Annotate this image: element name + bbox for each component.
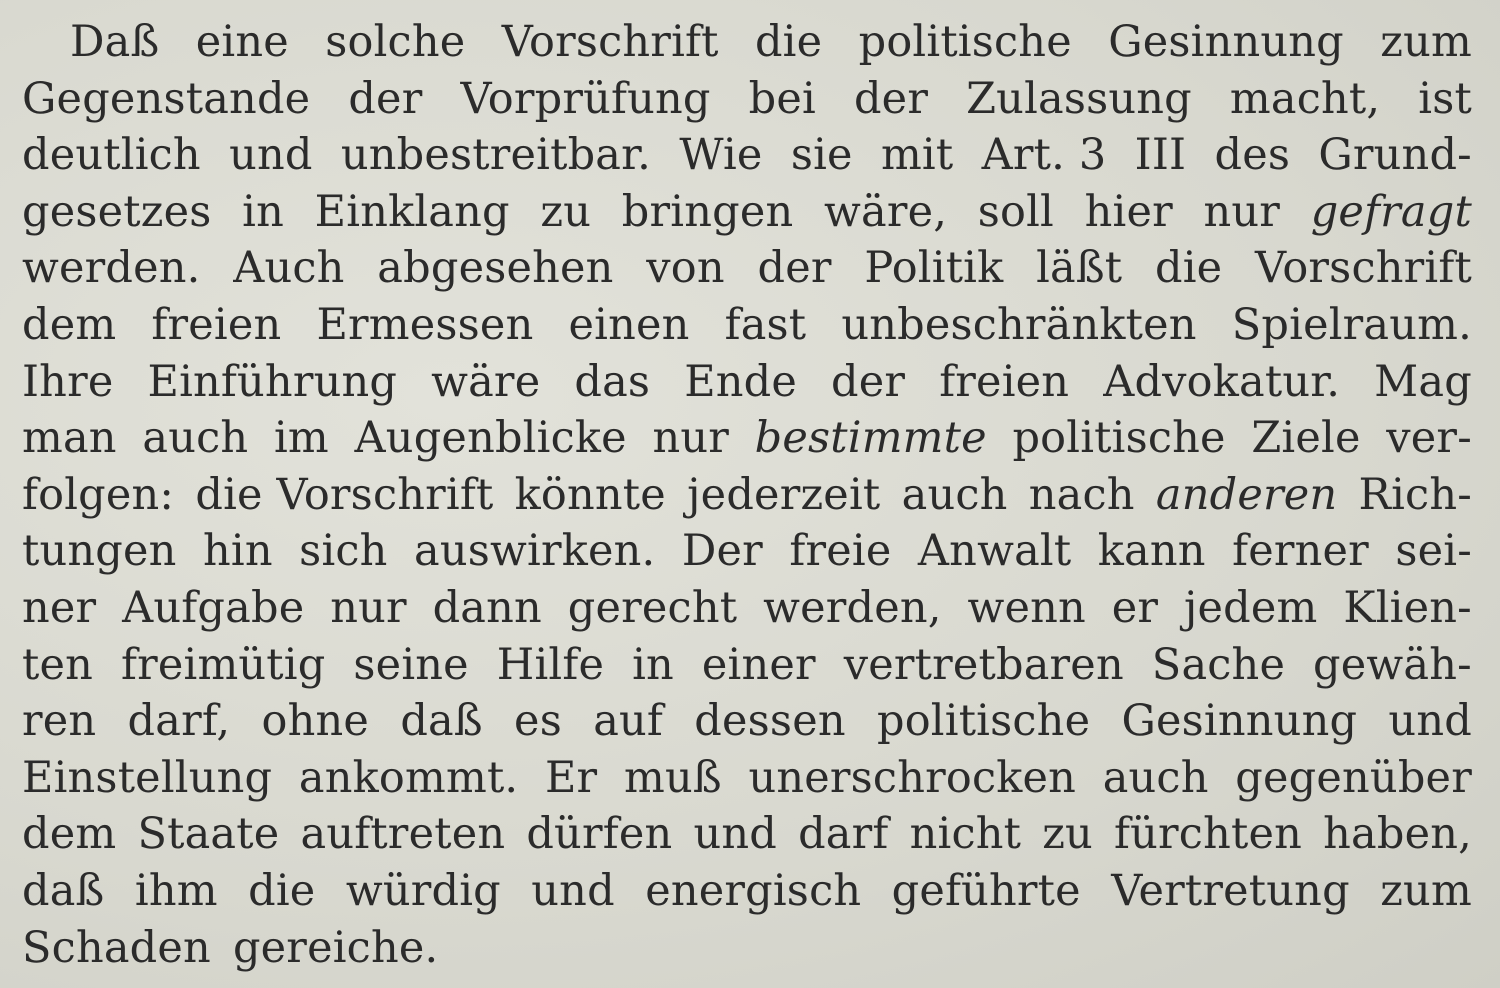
word: gewäh- (1313, 639, 1472, 690)
word: gereiche. (232, 922, 439, 973)
word: sei- (1395, 526, 1472, 577)
word: zum (1380, 17, 1472, 67)
text-line (22, 863, 1472, 920)
text-line (22, 750, 1472, 807)
word: unbestreitbar. (340, 130, 652, 181)
word: zu (1042, 809, 1093, 860)
text-line (22, 14, 1472, 71)
word: die (248, 865, 316, 916)
paragraph (22, 14, 1472, 976)
word: deutlich (22, 130, 201, 181)
word: Der (681, 526, 763, 577)
word: haben, (1323, 809, 1472, 860)
word: der (853, 73, 929, 124)
word: Er (544, 752, 598, 803)
word: Art. 3 (981, 130, 1107, 181)
word: fürchten (1114, 809, 1303, 860)
word: ner (22, 582, 97, 633)
word: läßt (1036, 243, 1123, 294)
word: freie (789, 526, 892, 577)
word: Staate (137, 809, 280, 860)
word: macht, (1229, 73, 1381, 124)
word: bringen (621, 186, 794, 237)
word: Ziele (1251, 413, 1361, 464)
word: wenn (967, 582, 1086, 633)
word: Vertretung (1111, 865, 1350, 916)
word: jedem (1184, 582, 1318, 633)
word: Ende (684, 356, 798, 407)
word: bei (748, 73, 816, 124)
word: folgen: (22, 469, 175, 520)
word: unbeschränkten (841, 299, 1197, 350)
word: Wie (679, 130, 763, 181)
word: nur (1203, 186, 1281, 237)
word: ferner (1232, 526, 1369, 577)
text-line (22, 410, 1472, 467)
word: auch (1102, 752, 1209, 803)
word: Sache (1151, 639, 1286, 690)
word: Einklang (314, 186, 510, 237)
word: er (1111, 582, 1159, 633)
word: ver- (1386, 413, 1472, 464)
word: nur (330, 582, 407, 633)
word: eine (195, 17, 289, 67)
word: hier (1084, 186, 1173, 237)
word: seine (353, 639, 469, 690)
word: auftreten (300, 809, 506, 860)
text-line (22, 71, 1472, 128)
word: einer (701, 639, 816, 690)
word: dessen (694, 696, 846, 747)
word: Daß (70, 17, 160, 67)
word: und (1388, 696, 1472, 747)
word: hin (202, 526, 273, 577)
word: politische (858, 17, 1072, 67)
italic-word: bestimmte (754, 413, 987, 464)
word: geführte (891, 865, 1081, 916)
word: energisch (645, 865, 862, 916)
word: und (531, 865, 615, 916)
word: daß (22, 865, 105, 916)
word: unerschrocken (748, 752, 1077, 803)
word: Gesinnung (1108, 17, 1344, 67)
word: Spielraum. (1231, 299, 1472, 350)
word: sich (299, 526, 388, 577)
word: politische (876, 696, 1091, 747)
word: Advokatur. (1103, 356, 1341, 407)
word: gesetzes (22, 186, 212, 237)
word: Rich- (1358, 469, 1472, 520)
word: das (574, 356, 651, 407)
word: ankommt. (298, 752, 519, 803)
word: im (273, 413, 329, 464)
word: Ihre (22, 356, 114, 407)
word: einen (568, 299, 690, 350)
text-line (22, 240, 1472, 297)
word: tungen (22, 526, 177, 577)
text-line (22, 297, 1472, 354)
word: Hilfe (496, 639, 605, 690)
word: es (514, 696, 562, 747)
word: nicht (909, 809, 1022, 860)
word: freien (939, 356, 1070, 407)
text-line (22, 580, 1472, 637)
word: III (1134, 130, 1187, 181)
word: werden, (763, 582, 942, 633)
word: Gegenstande (22, 73, 311, 124)
word: freimütig (120, 639, 326, 690)
word: Grund- (1318, 130, 1472, 181)
word: und (229, 130, 313, 181)
word: ohne (261, 696, 370, 747)
word: dann (432, 582, 542, 633)
word: politische (1012, 413, 1226, 464)
word: auswirken. (414, 526, 656, 577)
word: abgesehen (377, 243, 614, 294)
word: auch (142, 413, 249, 464)
word: Augenblicke (354, 413, 627, 464)
word: dem (22, 809, 117, 860)
word: zu (540, 186, 592, 237)
word: soll (977, 186, 1055, 237)
word: dürfen (526, 809, 673, 860)
text-line (22, 806, 1472, 863)
word: des (1214, 130, 1291, 181)
word: Anwalt (917, 526, 1072, 577)
word: gerecht (567, 582, 738, 633)
word: Vorschrift (1255, 243, 1472, 294)
word: zum (1380, 865, 1472, 916)
word: die (754, 17, 823, 67)
word: wäre (431, 356, 541, 407)
word: Politik (864, 243, 1004, 294)
word: Schaden (22, 922, 211, 973)
text-line (22, 637, 1472, 694)
word: auf (593, 696, 664, 747)
word: ren (22, 696, 97, 747)
word: gegenüber (1235, 752, 1472, 803)
text-line (22, 467, 1472, 524)
word: der (831, 356, 906, 407)
word: von (646, 243, 725, 294)
word: mit (880, 130, 954, 181)
word: auch (901, 469, 1008, 520)
text-line (22, 184, 1472, 241)
word: Ermessen (316, 299, 534, 350)
word: vertretbaren (843, 639, 1124, 690)
word: wäre, (824, 186, 948, 237)
word: die Vorschrift (195, 469, 494, 520)
word: würdig (345, 865, 501, 916)
word: ten (22, 639, 94, 690)
word: Aufgabe (122, 582, 305, 633)
word: jederzeit (687, 469, 881, 520)
word: nur (652, 413, 729, 464)
italic-word: gefragt (1310, 186, 1472, 237)
text-line (22, 693, 1472, 750)
word: Einstellung (22, 752, 273, 803)
word: Gesinnung (1121, 696, 1358, 747)
word: Vorschrift (501, 17, 719, 67)
word: und (693, 809, 777, 860)
word: Zulassung (966, 73, 1192, 124)
word: Einführung (147, 356, 398, 407)
word: freien (151, 299, 282, 350)
word: nach (1028, 469, 1135, 520)
word: Klien- (1343, 582, 1472, 633)
word: der (348, 73, 423, 124)
word: kann (1097, 526, 1206, 577)
text-line (22, 523, 1472, 580)
word: in (242, 186, 285, 237)
word: fast (724, 299, 807, 350)
text-line (22, 127, 1472, 184)
word: man (22, 413, 117, 464)
word: in (632, 639, 674, 690)
word: der (757, 243, 832, 294)
italic-word: anderen (1155, 469, 1338, 520)
word: Auch (233, 243, 345, 294)
word: muß (624, 752, 722, 803)
word: Vorprüfung (460, 73, 711, 124)
word: solche (325, 17, 466, 67)
word: werden. (22, 243, 201, 294)
word: dem (22, 299, 117, 350)
word: sie (790, 130, 853, 181)
word: könnte (514, 469, 666, 520)
word: ist (1418, 73, 1472, 124)
word: darf, (127, 696, 231, 747)
word: ihm (134, 865, 218, 916)
text-line-last (22, 920, 1472, 977)
text-line (22, 354, 1472, 411)
word: daß (400, 696, 483, 747)
word: darf (798, 809, 889, 860)
word: Mag (1374, 356, 1472, 407)
word: die (1155, 243, 1223, 294)
